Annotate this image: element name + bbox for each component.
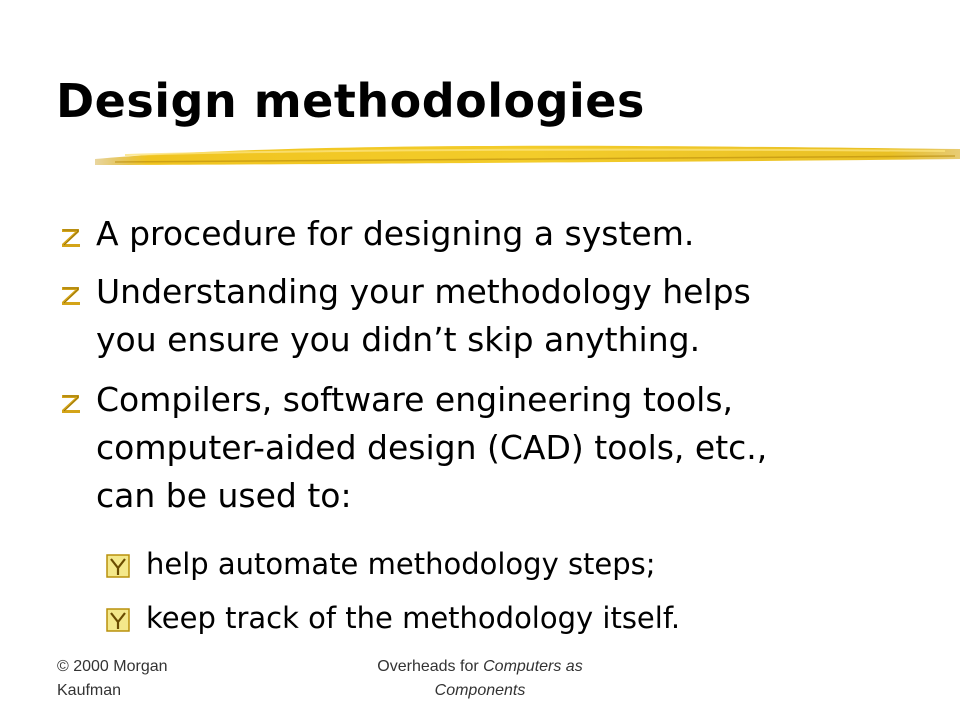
z-glyph-bullet-icon xyxy=(60,210,96,248)
y-checkbox-bullet-icon xyxy=(106,596,146,632)
slide-title: Design methodologies xyxy=(56,74,645,128)
subbullet-text: help automate methodology steps; xyxy=(146,547,656,581)
subbullet-text: keep track of the methodology itself. xyxy=(146,601,681,635)
bullet-item xyxy=(60,376,767,520)
footer-center-book-title: Computers as Components xyxy=(434,658,583,699)
y-checkbox-bullet-icon xyxy=(106,542,146,578)
footer-center-prefix: Overheads for xyxy=(377,658,484,675)
bullet-text: Understanding your methodology helps you ensure you didn’t skip anything. xyxy=(96,272,751,359)
bullet-text: Compilers, software engineering tools, computer-aided design (CAD) tools, etc., can be used to: xyxy=(96,380,768,515)
subbullet-item xyxy=(106,596,680,640)
footer-copyright-text: © 2000 Morgan Kaufman xyxy=(57,658,168,699)
bullet-item xyxy=(60,268,751,364)
footer-copyright xyxy=(57,655,237,703)
footer-course-title xyxy=(340,655,620,703)
subbullet-item xyxy=(106,542,656,586)
title-underline-brushstroke xyxy=(95,135,960,175)
z-glyph-bullet-icon xyxy=(60,268,96,306)
z-glyph-bullet-icon xyxy=(60,376,96,414)
bullet-item xyxy=(60,210,694,258)
bullet-text: A procedure for designing a system. xyxy=(96,214,695,253)
